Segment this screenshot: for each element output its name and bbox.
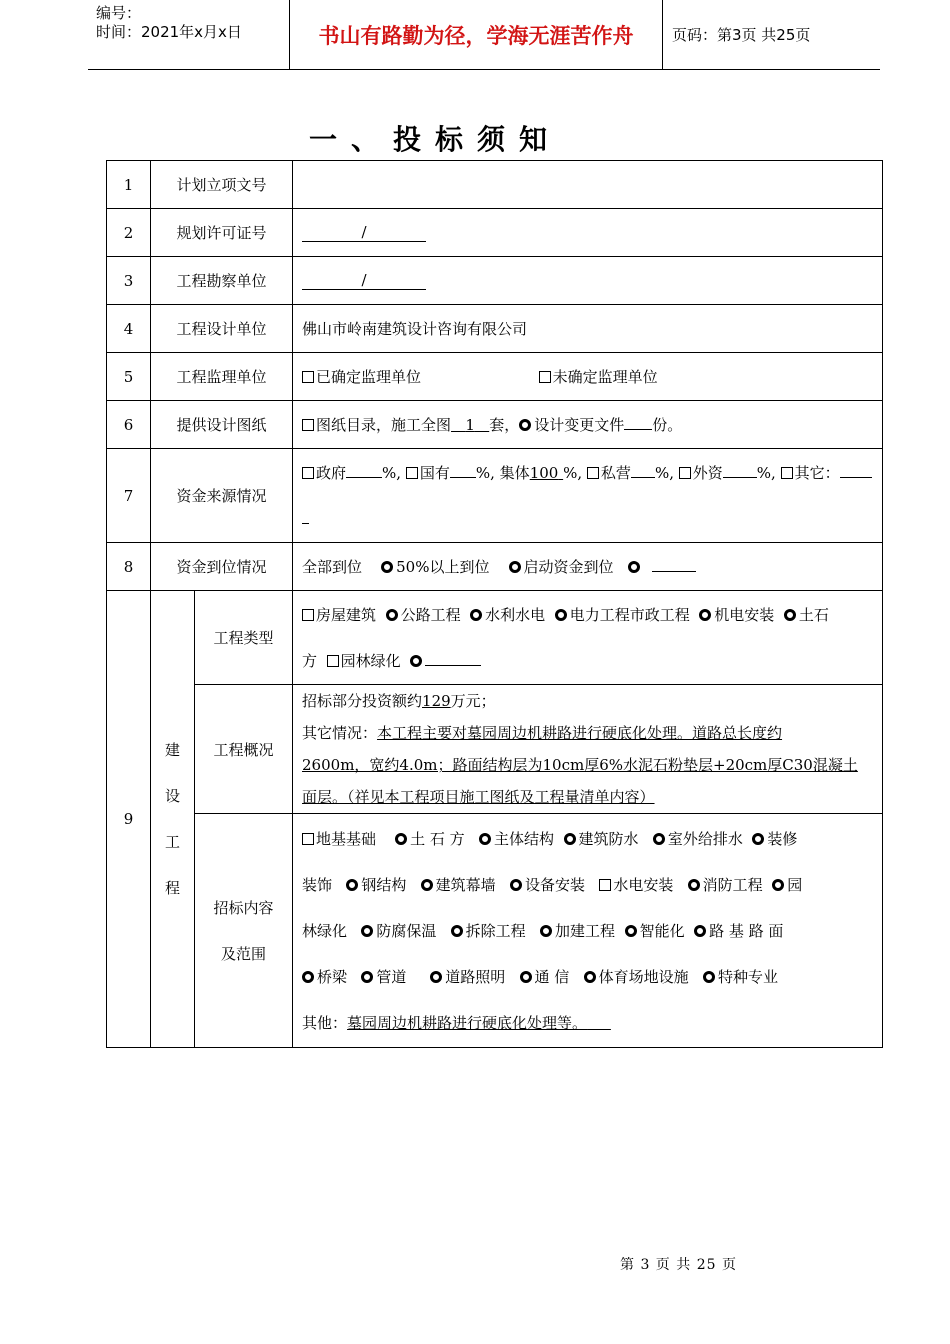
table-row	[107, 685, 883, 814]
supervisor-confirmed-option: 已确定监理单位	[302, 368, 421, 386]
funding-status-value: 全部到位 50%以上到位 启动资金到位	[293, 543, 883, 591]
checkbox-empty-icon	[302, 467, 314, 479]
row-num: 3	[107, 257, 151, 305]
header-meta	[96, 4, 242, 42]
row-label: 工程勘察单位	[151, 257, 293, 305]
design-unit-value: 佛山市岭南建筑设计咨询有限公司	[293, 305, 883, 353]
row-value	[293, 209, 883, 257]
radio-filled-icon	[540, 925, 552, 937]
table-row	[107, 257, 883, 305]
radio-filled-icon	[430, 971, 442, 983]
number-label: 编号：	[96, 4, 142, 22]
row-value	[293, 353, 883, 401]
table-row	[107, 353, 883, 401]
checkbox-empty-icon	[599, 879, 611, 891]
radio-filled-icon	[346, 879, 358, 891]
table-row	[107, 814, 883, 1048]
row-num: 7	[107, 449, 151, 543]
checkbox-empty-icon	[587, 467, 599, 479]
row-num: 6	[107, 401, 151, 449]
radio-filled-icon	[386, 609, 398, 621]
checkbox-empty-icon	[406, 467, 418, 479]
radio-filled-icon	[625, 925, 637, 937]
row-num: 8	[107, 543, 151, 591]
overview-value: 招标部分投资额约129万元； 其它情况：本工程主要对墓园周边机耕路进行硬底化处理。道路总长度约 2600m，宽约4.0m；路面结构层为10cm厚6%水泥石粉垫层+20cm厚C30混凝土 面层。（祥见本工程项目施工图纸及工程量清单内容）	[293, 685, 883, 814]
time-label: 时间：2021年x月x日	[96, 23, 242, 41]
page-footer: 第 3 页 共 25 页	[620, 1257, 737, 1273]
radio-filled-icon	[361, 925, 373, 937]
checkbox-empty-icon	[302, 833, 314, 845]
radio-filled-icon	[772, 879, 784, 891]
scope-options: 地基基础 土 石 方 主体结构 建筑防水 室外给排水 装修 装饰 钢结构 建筑幕墙 设备安装 水电安装 消防工程 园 林绿化 防腐保温 拆除工程 加建工程 智能化 路 基 路 面 桥梁 管道 道路照明 通 信 体育场地设施 特种专业 其他：墓园周边机耕路进行硬底化处理等。	[293, 814, 883, 1048]
funding-source-value: 政府 %, 国有 %, 集体100 %, 私营 %, 外资 %, 其它：	[293, 449, 883, 543]
radio-filled-icon	[699, 609, 711, 621]
row-num: 9	[107, 591, 151, 1048]
checkbox-empty-icon	[539, 371, 551, 383]
radio-filled-icon	[381, 561, 393, 573]
table-row	[107, 161, 883, 209]
checkbox-empty-icon	[781, 467, 793, 479]
page-header	[88, 0, 880, 70]
radio-filled-icon	[653, 833, 665, 845]
radio-filled-icon	[564, 833, 576, 845]
page-title: 一、投标须知	[308, 123, 561, 156]
checkbox-empty-icon	[302, 419, 314, 431]
radio-filled-icon	[703, 971, 715, 983]
supervisor-unconfirmed-option: 未确定监理单位	[539, 368, 658, 386]
radio-filled-icon	[421, 879, 433, 891]
table-row	[107, 305, 883, 353]
radio-filled-icon	[395, 833, 407, 845]
row-label: 规划许可证号	[151, 209, 293, 257]
radio-filled-icon	[510, 879, 522, 891]
row-value	[293, 161, 883, 209]
radio-filled-icon	[784, 609, 796, 621]
row-label: 提供设计图纸	[151, 401, 293, 449]
table-row	[107, 401, 883, 449]
overview-label: 工程概况	[195, 685, 293, 814]
construction-group-label: 建 设 工 程	[151, 591, 195, 1048]
radio-filled-icon	[628, 561, 640, 573]
radio-filled-icon	[479, 833, 491, 845]
tender-table	[106, 160, 883, 1048]
motto: 书山有路勤为径，学海无涯苦作舟	[318, 24, 634, 48]
row-num: 4	[107, 305, 151, 353]
checkbox-empty-icon	[302, 609, 314, 621]
table-row	[107, 591, 883, 685]
radio-filled-icon	[752, 833, 764, 845]
radio-filled-icon	[584, 971, 596, 983]
checkbox-empty-icon	[327, 655, 339, 667]
checkbox-empty-icon	[302, 371, 314, 383]
row-num: 2	[107, 209, 151, 257]
row-label: 资金来源情况	[151, 449, 293, 543]
radio-filled-icon	[470, 609, 482, 621]
row-label: 资金到位情况	[151, 543, 293, 591]
row-value	[293, 257, 883, 305]
checkbox-empty-icon	[679, 467, 691, 479]
table-row	[107, 449, 883, 543]
radio-filled-icon	[694, 925, 706, 937]
survey-slash: /	[302, 271, 426, 290]
page-label: 页码：第3页 共25页	[672, 26, 811, 44]
permit-slash: /	[302, 223, 426, 242]
radio-filled-icon	[688, 879, 700, 891]
row-value: 图纸目录，施工全图 1 套， 设计变更文件 份。	[293, 401, 883, 449]
table-row	[107, 543, 883, 591]
row-label: 计划立项文号	[151, 161, 293, 209]
row-label: 工程设计单位	[151, 305, 293, 353]
collective-pct: 100	[529, 463, 559, 482]
radio-filled-icon	[509, 561, 521, 573]
radio-filled-icon	[302, 971, 314, 983]
row-label: 工程监理单位	[151, 353, 293, 401]
radio-filled-icon	[361, 971, 373, 983]
scope-label: 招标内容 及范围	[195, 814, 293, 1048]
scope-other-value: 墓园周边机耕路进行硬底化处理等。	[347, 1013, 588, 1032]
table-row	[107, 209, 883, 257]
radio-filled-icon	[520, 971, 532, 983]
radio-filled-icon	[555, 609, 567, 621]
row-num: 5	[107, 353, 151, 401]
row-num: 1	[107, 161, 151, 209]
radio-filled-icon	[451, 925, 463, 937]
radio-filled-icon	[410, 655, 422, 667]
project-type-label: 工程类型	[195, 591, 293, 685]
radio-filled-icon	[519, 419, 531, 431]
project-type-options: 房屋建筑 公路工程 水利水电 电力工程市政工程 机电安装 土石 方 园林绿化	[293, 591, 883, 685]
drawing-sets: 1	[465, 416, 475, 434]
